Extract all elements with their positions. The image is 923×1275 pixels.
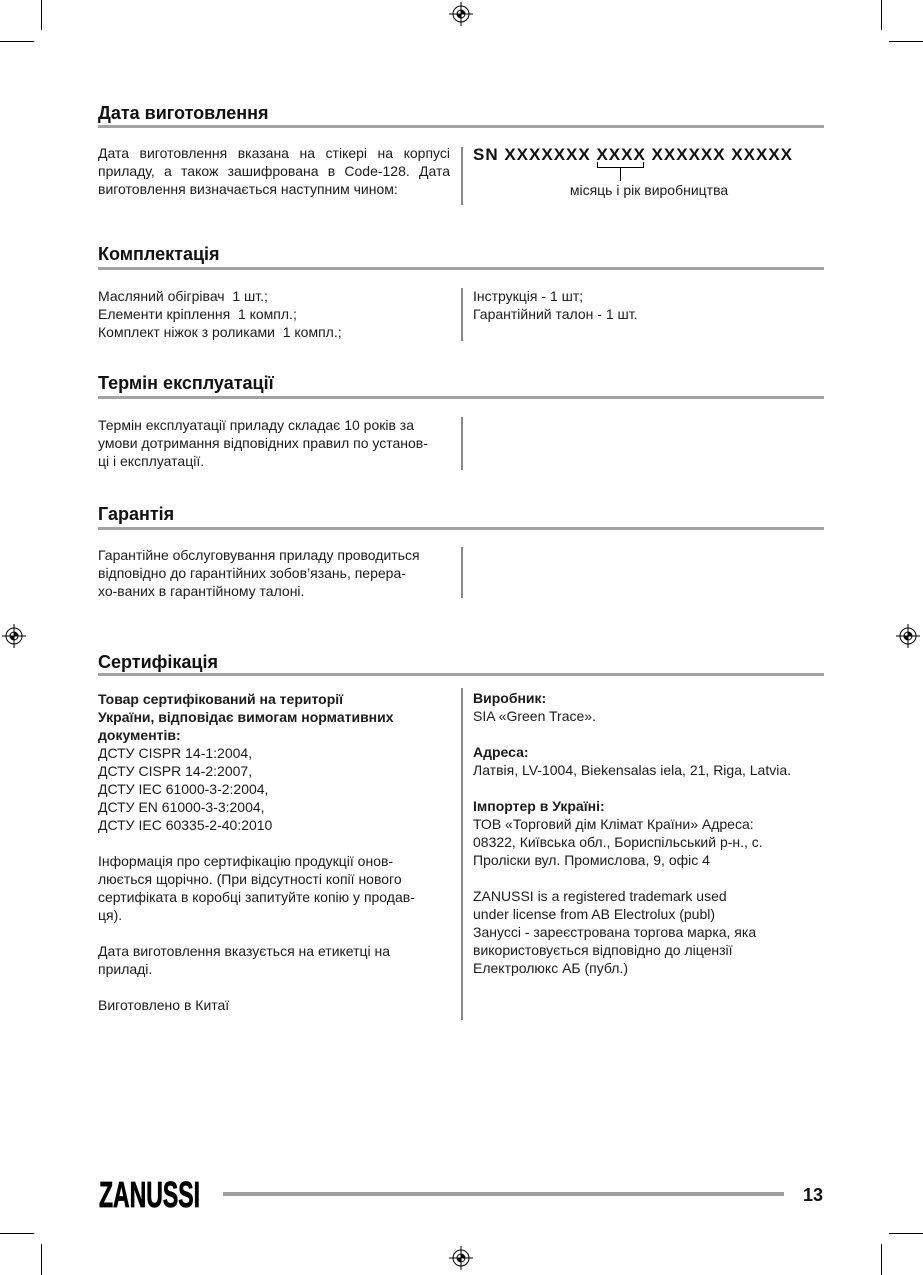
registration-mark-icon xyxy=(895,623,921,649)
address-value: Латвія, LV-1004, Biekensalas iela, 21, Riga, Latvia. xyxy=(473,762,792,778)
serial-suffix: XXXXXX XXXXX xyxy=(651,145,793,164)
manufacture-date-text xyxy=(98,144,450,198)
section-rule xyxy=(98,527,824,530)
package-contents-right xyxy=(473,287,823,323)
crop-mark xyxy=(889,41,923,42)
page-number: 13 xyxy=(803,1185,824,1205)
package-contents-left xyxy=(98,287,450,341)
importer-line: ТОВ «Торговий дім Клімат Країни» Адреса: xyxy=(473,816,754,832)
registration-mark-icon xyxy=(448,1,474,27)
paragraph-gap xyxy=(473,779,823,797)
manufacture-date-heading: Дата виготовлення xyxy=(98,103,269,123)
standard-item: ДСТУ IEC 61000-3-2:2004, xyxy=(98,781,269,797)
crop-mark xyxy=(41,1244,42,1275)
paragraph-gap xyxy=(98,834,450,852)
column-divider xyxy=(461,288,463,341)
importer-line: Проліски вул. Промислова, 9, офіс 4 xyxy=(473,852,710,868)
certification-left xyxy=(98,690,450,1014)
certification-intro-line: документів: xyxy=(98,727,181,743)
warranty-text xyxy=(98,546,450,600)
serial-prefix: SN XXXXXXX xyxy=(473,145,591,164)
section-rule xyxy=(98,673,824,676)
trademark-line: ZANUSSI is a registered trademark used xyxy=(473,888,727,904)
crop-mark xyxy=(41,0,42,30)
manufacturer-label: Виробник: xyxy=(473,690,547,706)
service-life-text xyxy=(98,416,450,470)
column-divider xyxy=(461,147,463,205)
address-label: Адреса: xyxy=(473,744,529,760)
package-contents-heading: Комплектація xyxy=(98,244,220,264)
trademark-line: under license from AB Electrolux (publ) xyxy=(473,906,715,922)
text-line: відповідно до гарантійних зобов’язань, перера- xyxy=(98,565,406,581)
text-line: ці і експлуатації. xyxy=(98,453,205,469)
paragraph-gap xyxy=(473,869,823,887)
text-line: умови дотримання відповідних правил по установ- xyxy=(98,435,428,451)
certification-right xyxy=(473,689,823,977)
serial-number-format xyxy=(473,145,793,165)
registration-mark-icon xyxy=(1,623,27,649)
text-line: люється щорічно. (При відсутності копії нового xyxy=(98,871,402,887)
footer-rule xyxy=(223,1192,784,1196)
importer-label: Імпортер в Україні: xyxy=(473,798,605,814)
text-line: хо-ваних в гарантійному талоні. xyxy=(98,583,305,599)
standard-item: ДСТУ CISPR 14-2:2007, xyxy=(98,763,253,779)
list-item: Масляний обігрівач 1 шт.; xyxy=(98,288,268,304)
column-divider xyxy=(461,417,463,470)
text-line: Інформація про сертифікацію продукції онов- xyxy=(98,853,394,869)
list-item: Гарантійний талон - 1 шт. xyxy=(473,306,638,322)
standard-item: ДСТУ EN 61000-3-3:2004, xyxy=(98,799,265,815)
column-divider xyxy=(461,688,463,1020)
list-item: Елементи кріплення 1 компл.; xyxy=(98,306,297,322)
crop-mark xyxy=(889,1233,923,1234)
importer-line: 08322, Київська обл., Бориспільський р-н., с. xyxy=(473,834,763,850)
zanussi-logo xyxy=(98,1174,202,1215)
crop-mark xyxy=(0,41,34,42)
warranty-heading: Гарантія xyxy=(98,504,175,524)
text-line: Дата виготовлення вказана на стікері на корпусі xyxy=(98,145,450,161)
section-rule xyxy=(98,125,824,128)
text-line: приладу, а також зашифрована в Code-128. Дата xyxy=(98,163,450,179)
text-line: ця). xyxy=(98,907,123,923)
text-line: Термін експлуатації приладу складає 10 років за xyxy=(98,417,415,433)
text-line: виготовлення визначається наступним чином: xyxy=(98,181,398,197)
crop-mark xyxy=(881,0,882,30)
column-divider xyxy=(461,547,463,598)
certification-intro-line: України, відповідає вимогам нормативних xyxy=(98,709,394,725)
crop-mark xyxy=(881,1244,882,1275)
brand-wordmark: ZANUSSI xyxy=(99,1174,200,1215)
text-line: Дата виготовлення вказується на етикетці на xyxy=(98,943,391,959)
list-item: Інструкція - 1 шт; xyxy=(473,288,584,304)
manufacturer-name: SIA «Green Trace». xyxy=(473,708,596,724)
trademark-line: Електролюкс АБ (публ.) xyxy=(473,960,629,976)
list-item: Комплект ніжок з роликами 1 компл.; xyxy=(98,324,342,340)
crop-mark xyxy=(0,1233,34,1234)
serial-month-year-group xyxy=(596,145,645,164)
serial-month-year: XXXX xyxy=(596,145,646,164)
registration-mark-icon xyxy=(448,1245,474,1271)
text-line: Гарантійне обслуговування приладу проводиться xyxy=(98,547,420,563)
service-life-heading: Термін експлуатації xyxy=(98,373,274,393)
standard-item: ДСТУ CISPR 14-1:2004, xyxy=(98,745,253,761)
certification-heading: Сертифікація xyxy=(98,652,218,672)
serial-caption: місяць і рік виробництва xyxy=(569,182,729,198)
trademark-line: використовується відповідно до ліцензії xyxy=(473,942,733,958)
trademark-line: Зануссі - зареєстрована торгова марка, яка xyxy=(473,924,757,940)
section-rule xyxy=(98,267,824,270)
certification-intro-line: Товар сертифікований на території xyxy=(98,691,344,707)
paragraph-gap xyxy=(473,725,823,743)
paragraph-gap xyxy=(98,978,450,996)
text-line: сертифіката в коробці запитуйте копію у продав- xyxy=(98,889,415,905)
country-of-origin: Виготовлено в Китаї xyxy=(98,997,230,1013)
section-rule xyxy=(98,396,824,399)
paragraph-gap xyxy=(98,924,450,942)
standard-item: ДСТУ IEC 60335-2-40:2010 xyxy=(98,817,273,833)
month-year-pointer xyxy=(620,168,621,181)
text-line: приладі. xyxy=(98,961,153,977)
